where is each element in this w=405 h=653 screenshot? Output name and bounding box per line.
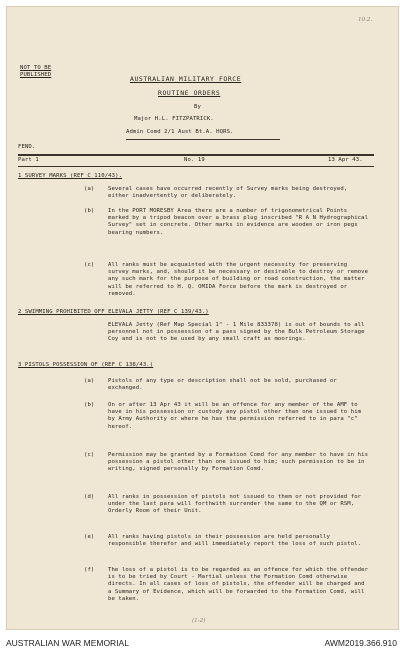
item-label: (d) (84, 494, 95, 500)
handwritten-reference: 10.2. (358, 17, 373, 23)
item-label: (f) (84, 567, 95, 573)
restriction-line-2: PUBLISHED (20, 72, 52, 78)
item-text: Several cases have occurred recently of Survey marks being destroyed, either inadvertently or deliberately. (108, 186, 348, 200)
item-label: (a) (84, 378, 95, 384)
section-heading: 2 SWIMMING PROHIBITED OFF ELEVALA JETTY (REF C 139/43.) (18, 309, 209, 315)
order-number: No. 19 (184, 157, 205, 163)
section-heading: 3 PISTOLS POSSESSION OF (REF C 138/43.) (18, 362, 154, 368)
footer-accession-number: AWM2019.366.910 (324, 638, 397, 648)
item-text: The loss of a pistol is to be regarded as an offence for which the offender is to be tried by Court - Martial unless the Formation Comd otherwise directs. In all cases of loss of pistols, the offender will be charged and a Summary of Evidence, which will be forwarded to the Formation Comd, will be taken. (108, 567, 369, 602)
document-page (6, 6, 399, 630)
footer-institution: AUSTRALIAN WAR MEMORIAL (6, 638, 129, 648)
section-paragraph: ELEVALA Jetty (Ref Map Special 1" - 1 Mile 833378) is out of bounds to all personnel not in possession of a pass signed by the Bulk Petroleum Storage Coy and is not to be used by any small craft as moorings. (108, 322, 365, 343)
officer-appointment: Admin Comd 2/1 Aust Bt.A. HQRS. (126, 129, 234, 135)
item-label: (a) (84, 186, 95, 192)
header-rule (18, 154, 374, 156)
document-title: ROUTINE ORDERS (158, 89, 221, 97)
item-text: In the PORT MORESBY Area there are a number of trigonometrical Points marked by a tripod beacon over a brass plug inscribed "R A N Hydrographical Survey" set in concrete. Other marks in evidence are wooden or iron pegs bearing numbers. (108, 208, 369, 236)
item-text: Permission may be granted by a Formation Comd for any member to have in his possession a pistol other than one issued to him; such permission to be in writing, signed personally by Formation Comd. (108, 452, 369, 473)
part-label: Part 1 (18, 157, 39, 163)
by-line: By (194, 104, 201, 110)
item-label: (c) (84, 452, 95, 458)
item-label: (c) (84, 262, 95, 268)
appointment-underline (126, 139, 280, 140)
item-label: (b) (84, 208, 95, 214)
item-text: All ranks having pistols in their possession are held personally responsible therefor and will immediately report the loss of such pistol. (108, 534, 362, 548)
item-text: On or after 13 Apr 43 it will be an offence for any member of the AMF to have in his possession or custody any pistol other than one issued to him by Army Authority or where he has the permission referred to in para "c" hereof. (108, 402, 362, 430)
item-text: All ranks must be acquainted with the urgent necessity for preserving survey marks, and, should it be necessary or desirable to destroy or remove any such mark for the purpose of building or road construction, the matter will be referred to H. Q. OMIDA Force before the mark is destroyed or removed. (108, 262, 369, 297)
item-text: All ranks in possession of pistols not issued to them or not provided for under the last para will forthwith surrender the same to the QM or RSM, Orderly Room of their Unit. (108, 494, 362, 515)
page-mark: (1-2) (192, 618, 206, 624)
force-title: AUSTRALIAN MILITARY FORCE (130, 75, 242, 83)
officer-name: Major H.L. FITZPATRICK. (134, 116, 214, 122)
order-date: 13 Apr 43. (328, 157, 363, 163)
item-text: Pistols of any type or description shall not be sold, purchased or exchanged. (108, 378, 337, 392)
item-label: (e) (84, 534, 95, 540)
section-heading: 1 SURVEY MARKS (REF C 110/43). (18, 173, 123, 179)
part-rule (18, 166, 374, 167)
item-label: (b) (84, 402, 95, 408)
header-location: FEND. (18, 144, 36, 150)
archive-footer (0, 632, 405, 653)
restriction-line-1: NOT TO BE (20, 65, 52, 71)
